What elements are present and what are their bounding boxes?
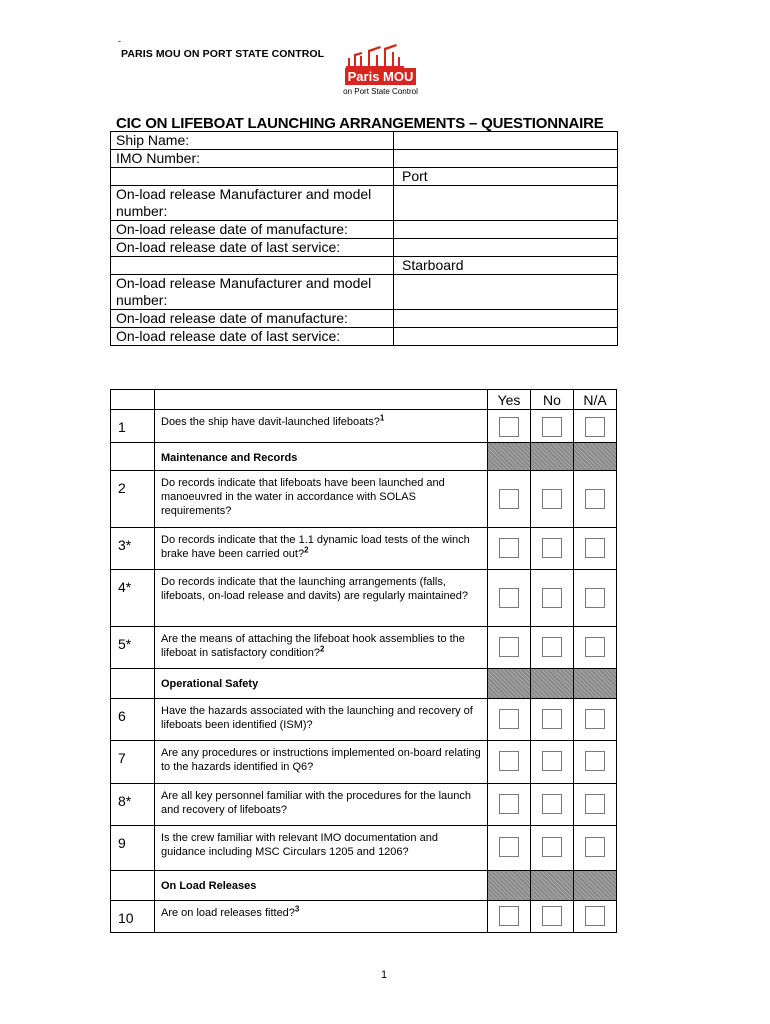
question-text-body: Is the crew familiar with relevant IMO documentation and guidance including MSC Circulars 1205 and 1206? (161, 832, 438, 858)
question-row (111, 570, 617, 627)
na-checkbox[interactable] (585, 588, 605, 608)
question-row (111, 471, 617, 528)
port-manufacturer-value[interactable] (394, 186, 618, 221)
imo-number-value[interactable] (394, 150, 618, 168)
section-blank (111, 871, 155, 901)
yes-checkbox[interactable] (499, 837, 519, 857)
yes-checkbox[interactable] (499, 538, 519, 558)
starboard-date-service-label: On-load release date of last service: (111, 328, 394, 346)
footnote-marker: 2 (319, 644, 325, 654)
question-text (155, 699, 488, 741)
no-checkbox[interactable] (542, 794, 562, 814)
no-checkbox[interactable] (542, 709, 562, 729)
na-checkbox[interactable] (585, 637, 605, 657)
question-text (155, 826, 488, 871)
question-text-body: Does the ship have davit-launched lifeboats? (161, 416, 380, 428)
answer-header-yes: Yes (488, 390, 531, 410)
shaded-cell (574, 669, 617, 699)
port-spacer (111, 168, 394, 186)
question-number: 5* (111, 627, 155, 669)
section-row (111, 871, 617, 901)
organization-name: PARIS MOU ON PORT STATE CONTROL (121, 48, 325, 60)
question-text (155, 528, 488, 570)
header-dash: - (118, 36, 121, 46)
section-blank (111, 443, 155, 471)
starboard-date-manufacture-label: On-load release date of manufacture: (111, 310, 394, 328)
no-checkbox[interactable] (542, 637, 562, 657)
section-row (111, 669, 617, 699)
question-text-body: Have the hazards associated with the launching and recovery of lifeboats been identified (ISM)? (161, 705, 473, 731)
starboard-date-manufacture-value[interactable] (394, 310, 618, 328)
starboard-manufacturer-label: On-load release Manufacturer and model number: (111, 275, 394, 310)
question-text-body: Are the means of attaching the lifeboat hook assemblies to the lifeboat in satisfactory condition? (161, 633, 465, 659)
na-checkbox[interactable] (585, 538, 605, 558)
no-checkbox[interactable] (542, 751, 562, 771)
no-checkbox[interactable] (542, 538, 562, 558)
question-text (155, 901, 488, 933)
port-label: Port (394, 168, 618, 186)
question-number: 9 (111, 826, 155, 871)
shaded-cell (488, 443, 531, 471)
question-text (155, 471, 488, 528)
imo-number-field[interactable]: IMO Number: (111, 150, 394, 168)
section-row (111, 443, 617, 471)
starboard-spacer (111, 257, 394, 275)
question-number: 10 (111, 901, 155, 933)
shaded-cell (531, 669, 574, 699)
document-title: CIC ON LIFEBOAT LAUNCHING ARRANGEMENTS – QUESTIONNAIRE (116, 115, 604, 132)
yes-checkbox[interactable] (499, 751, 519, 771)
na-checkbox[interactable] (585, 709, 605, 729)
question-number: 3* (111, 528, 155, 570)
footnote-marker: 2 (304, 545, 309, 555)
header-blank-question (155, 390, 488, 410)
section-heading: On Load Releases (155, 871, 488, 901)
starboard-date-service-value[interactable] (394, 328, 618, 346)
answer-header-no: No (531, 390, 574, 410)
shaded-cell (574, 871, 617, 901)
no-checkbox[interactable] (542, 837, 562, 857)
question-text (155, 410, 488, 443)
no-checkbox[interactable] (542, 906, 562, 926)
ship-info-table (110, 131, 618, 346)
shaded-cell (488, 871, 531, 901)
footnote-marker: 1 (379, 413, 385, 423)
paris-mou-logo (340, 44, 420, 98)
question-number: 1 (111, 410, 155, 443)
question-row (111, 784, 617, 826)
port-date-manufacture-value[interactable] (394, 221, 618, 239)
shaded-cell (574, 443, 617, 471)
question-text-body: Are any procedures or instructions implemented on-board relating to the hazards identified in Q6? (161, 747, 481, 773)
question-row (111, 410, 617, 443)
shaded-cell (531, 871, 574, 901)
na-checkbox[interactable] (585, 837, 605, 857)
answer-header-na: N/A (574, 390, 617, 410)
page-number: 1 (381, 969, 388, 981)
question-number: 6 (111, 699, 155, 741)
no-checkbox[interactable] (542, 417, 562, 437)
na-checkbox[interactable] (585, 489, 605, 509)
yes-checkbox[interactable] (499, 906, 519, 926)
header-blank-num (111, 390, 155, 410)
logo-main-text: Paris MOU (347, 69, 414, 84)
yes-checkbox[interactable] (499, 417, 519, 437)
question-row (111, 699, 617, 741)
port-manufacturer-label: On-load release Manufacturer and model number: (111, 186, 394, 221)
section-heading: Maintenance and Records (155, 443, 488, 471)
yes-checkbox[interactable] (499, 794, 519, 814)
shaded-cell (488, 669, 531, 699)
question-text-body: Are all key personnel familiar with the procedures for the launch and recovery of lifeboats? (161, 790, 471, 816)
question-row (111, 528, 617, 570)
port-date-service-value[interactable] (394, 239, 618, 257)
na-checkbox[interactable] (585, 417, 605, 437)
questionnaire-table (110, 389, 617, 933)
harbor-cranes-icon (346, 44, 404, 68)
section-blank (111, 669, 155, 699)
na-checkbox[interactable] (585, 906, 605, 926)
starboard-label: Starboard (394, 257, 618, 275)
question-number: 7 (111, 741, 155, 784)
question-text (155, 570, 488, 627)
question-text (155, 784, 488, 826)
ship-name-field[interactable]: Ship Name: (111, 132, 394, 150)
question-text-body: Do records indicate that the 1.1 dynamic load tests of the winch brake have been carried out? (161, 534, 470, 560)
yes-checkbox[interactable] (499, 588, 519, 608)
question-row (111, 901, 617, 933)
question-row (111, 627, 617, 669)
question-text-body: Are on load releases fitted? (161, 907, 295, 919)
answer-header-row (111, 390, 617, 410)
port-date-manufacture-label: On-load release date of manufacture: (111, 221, 394, 239)
question-text (155, 741, 488, 784)
yes-checkbox[interactable] (499, 637, 519, 657)
logo-sub-text: on Port State Control (343, 87, 418, 96)
footnote-marker: 3 (294, 904, 300, 914)
starboard-manufacturer-value[interactable] (394, 275, 618, 310)
section-heading: Operational Safety (155, 669, 488, 699)
yes-checkbox[interactable] (499, 489, 519, 509)
ship-name-value[interactable] (394, 132, 618, 150)
shaded-cell (531, 443, 574, 471)
question-number: 4* (111, 570, 155, 627)
question-number: 8* (111, 784, 155, 826)
no-checkbox[interactable] (542, 588, 562, 608)
question-row (111, 741, 617, 784)
question-text (155, 627, 488, 669)
na-checkbox[interactable] (585, 794, 605, 814)
question-text-body: Do records indicate that lifeboats have been launched and manoeuvred in the water in accordance with SOLAS requirements? (161, 477, 445, 517)
port-date-service-label: On-load release date of last service: (111, 239, 394, 257)
na-checkbox[interactable] (585, 751, 605, 771)
question-text-body: Do records indicate that the launching arrangements (falls, lifeboats, on-load release and davits) are regularly maintained? (161, 576, 468, 602)
question-number: 2 (111, 471, 155, 528)
no-checkbox[interactable] (542, 489, 562, 509)
yes-checkbox[interactable] (499, 709, 519, 729)
question-row (111, 826, 617, 871)
